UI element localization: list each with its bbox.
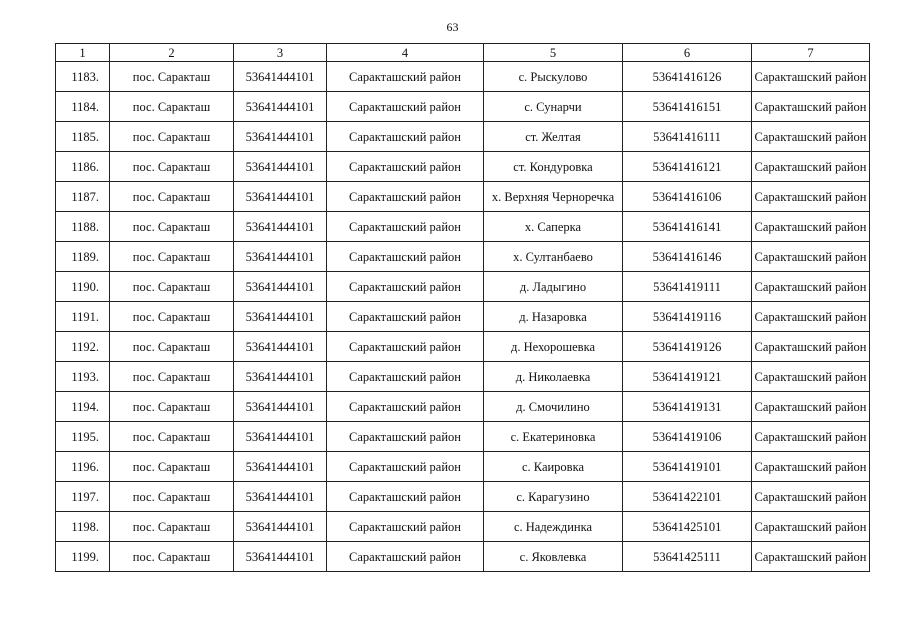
column-header: 3 [234,44,327,62]
settlement-code-cell: 53641444101 [234,332,327,362]
table-row [56,482,870,512]
row-number-cell: 1193. [56,362,110,392]
table-row [56,392,870,422]
settlement-name-cell: пос. Саракташ [110,242,234,272]
settlement-code-cell: 53641444101 [234,452,327,482]
row-number-cell: 1189. [56,242,110,272]
settlement-code-cell: 53641444101 [234,182,327,212]
locality-name-cell: х. Саперка [484,212,623,242]
column-header: 7 [752,44,870,62]
table-row [56,362,870,392]
settlement-code-cell: 53641444101 [234,122,327,152]
column-header: 2 [110,44,234,62]
district-name-cell: Саракташский район [327,452,484,482]
row-number-cell: 1185. [56,122,110,152]
locality-name-cell: с. Екатериновка [484,422,623,452]
locality-code-cell: 53641419121 [623,362,752,392]
table-row [56,272,870,302]
settlement-code-cell: 53641444101 [234,422,327,452]
district-name-cell: Саракташский район [327,482,484,512]
settlement-code-cell: 53641444101 [234,242,327,272]
locality-name-cell: д. Николаевка [484,362,623,392]
row-number-cell: 1192. [56,332,110,362]
locality-district-cell: Саракташский район [752,422,870,452]
locality-code-cell: 53641419106 [623,422,752,452]
locality-district-cell: Саракташский район [752,452,870,482]
district-name-cell: Саракташский район [327,302,484,332]
locality-code-cell: 53641416141 [623,212,752,242]
table-row [56,92,870,122]
locality-district-cell: Саракташский район [752,272,870,302]
locality-code-cell: 53641425111 [623,542,752,572]
settlement-name-cell: пос. Саракташ [110,152,234,182]
locality-name-cell: с. Сунарчи [484,92,623,122]
locality-district-cell: Саракташский район [752,332,870,362]
row-number-cell: 1188. [56,212,110,242]
row-number-cell: 1186. [56,152,110,182]
locality-district-cell: Саракташский район [752,62,870,92]
table-body [56,62,870,572]
locality-name-cell: д. Нехорошевка [484,332,623,362]
row-number-cell: 1190. [56,272,110,302]
locality-code-cell: 53641425101 [623,512,752,542]
district-name-cell: Саракташский район [327,92,484,122]
district-name-cell: Саракташский район [327,512,484,542]
district-name-cell: Саракташский район [327,182,484,212]
locality-district-cell: Саракташский район [752,392,870,422]
settlement-code-cell: 53641444101 [234,302,327,332]
locality-district-cell: Саракташский район [752,212,870,242]
district-name-cell: Саракташский район [327,212,484,242]
district-name-cell: Саракташский район [327,272,484,302]
settlement-code-cell: 53641444101 [234,512,327,542]
locality-district-cell: Саракташский район [752,122,870,152]
table-header [56,44,870,62]
locality-code-cell: 53641416121 [623,152,752,182]
row-number-cell: 1184. [56,92,110,122]
district-name-cell: Саракташский район [327,62,484,92]
settlement-name-cell: пос. Саракташ [110,62,234,92]
locality-code-cell: 53641416146 [623,242,752,272]
locality-code-cell: 53641419131 [623,392,752,422]
locality-code-cell: 53641422101 [623,482,752,512]
locality-name-cell: х. Верхняя Черноречка [484,182,623,212]
locality-code-cell: 53641419126 [623,332,752,362]
table-row [56,152,870,182]
table-row [56,452,870,482]
locality-code-cell: 53641416111 [623,122,752,152]
table-row [56,512,870,542]
settlement-name-cell: пос. Саракташ [110,122,234,152]
settlement-name-cell: пос. Саракташ [110,512,234,542]
locality-district-cell: Саракташский район [752,362,870,392]
locality-code-cell: 53641416126 [623,62,752,92]
locality-district-cell: Саракташский район [752,92,870,122]
locality-name-cell: с. Яковлевка [484,542,623,572]
settlement-name-cell: пос. Саракташ [110,452,234,482]
locality-district-cell: Саракташский район [752,152,870,182]
locality-district-cell: Саракташский район [752,542,870,572]
locality-code-cell: 53641419101 [623,452,752,482]
settlement-code-cell: 53641444101 [234,62,327,92]
row-number-cell: 1198. [56,512,110,542]
locality-name-cell: д. Смочилино [484,392,623,422]
district-name-cell: Саракташский район [327,392,484,422]
locality-district-cell: Саракташский район [752,512,870,542]
settlement-name-cell: пос. Саракташ [110,422,234,452]
row-number-cell: 1191. [56,302,110,332]
table-row [56,422,870,452]
registry-table [55,43,870,572]
district-name-cell: Саракташский район [327,542,484,572]
table-row [56,302,870,332]
locality-name-cell: ст. Желтая [484,122,623,152]
page-number: 63 [446,20,459,34]
settlement-name-cell: пос. Саракташ [110,302,234,332]
locality-name-cell: д. Ладыгино [484,272,623,302]
locality-code-cell: 53641416151 [623,92,752,122]
header-row [56,44,870,62]
locality-district-cell: Саракташский район [752,242,870,272]
table-row [56,542,870,572]
settlement-name-cell: пос. Саракташ [110,212,234,242]
table-row [56,242,870,272]
table-row [56,212,870,242]
table-row [56,62,870,92]
column-header: 5 [484,44,623,62]
row-number-cell: 1197. [56,482,110,512]
district-name-cell: Саракташский район [327,332,484,362]
table-row [56,332,870,362]
locality-name-cell: с. Рыскулово [484,62,623,92]
locality-code-cell: 53641416106 [623,182,752,212]
locality-name-cell: д. Назаровка [484,302,623,332]
settlement-name-cell: пос. Саракташ [110,332,234,362]
settlement-name-cell: пос. Саракташ [110,542,234,572]
locality-district-cell: Саракташский район [752,182,870,212]
table-row [56,182,870,212]
district-name-cell: Саракташский район [327,362,484,392]
row-number-cell: 1199. [56,542,110,572]
settlement-code-cell: 53641444101 [234,212,327,242]
locality-name-cell: ст. Кондуровка [484,152,623,182]
locality-name-cell: с. Надеждинка [484,512,623,542]
settlement-code-cell: 53641444101 [234,542,327,572]
locality-name-cell: с. Каировка [484,452,623,482]
column-header: 4 [327,44,484,62]
row-number-cell: 1187. [56,182,110,212]
settlement-name-cell: пос. Саракташ [110,482,234,512]
settlement-code-cell: 53641444101 [234,272,327,302]
locality-district-cell: Саракташский район [752,302,870,332]
row-number-cell: 1194. [56,392,110,422]
row-number-cell: 1195. [56,422,110,452]
table-row [56,122,870,152]
district-name-cell: Саракташский район [327,242,484,272]
settlement-code-cell: 53641444101 [234,362,327,392]
column-header: 6 [623,44,752,62]
settlement-name-cell: пос. Саракташ [110,392,234,422]
settlement-code-cell: 53641444101 [234,152,327,182]
settlement-code-cell: 53641444101 [234,482,327,512]
district-name-cell: Саракташский район [327,122,484,152]
locality-district-cell: Саракташский район [752,482,870,512]
settlement-code-cell: 53641444101 [234,392,327,422]
settlement-name-cell: пос. Саракташ [110,92,234,122]
district-name-cell: Саракташский район [327,422,484,452]
row-number-cell: 1196. [56,452,110,482]
settlement-name-cell: пос. Саракташ [110,362,234,392]
settlement-name-cell: пос. Саракташ [110,272,234,302]
locality-code-cell: 53641419116 [623,302,752,332]
row-number-cell: 1183. [56,62,110,92]
locality-name-cell: с. Карагузино [484,482,623,512]
district-name-cell: Саракташский район [327,152,484,182]
settlement-name-cell: пос. Саракташ [110,182,234,212]
locality-name-cell: х. Султанбаево [484,242,623,272]
column-header: 1 [56,44,110,62]
locality-code-cell: 53641419111 [623,272,752,302]
settlement-code-cell: 53641444101 [234,92,327,122]
